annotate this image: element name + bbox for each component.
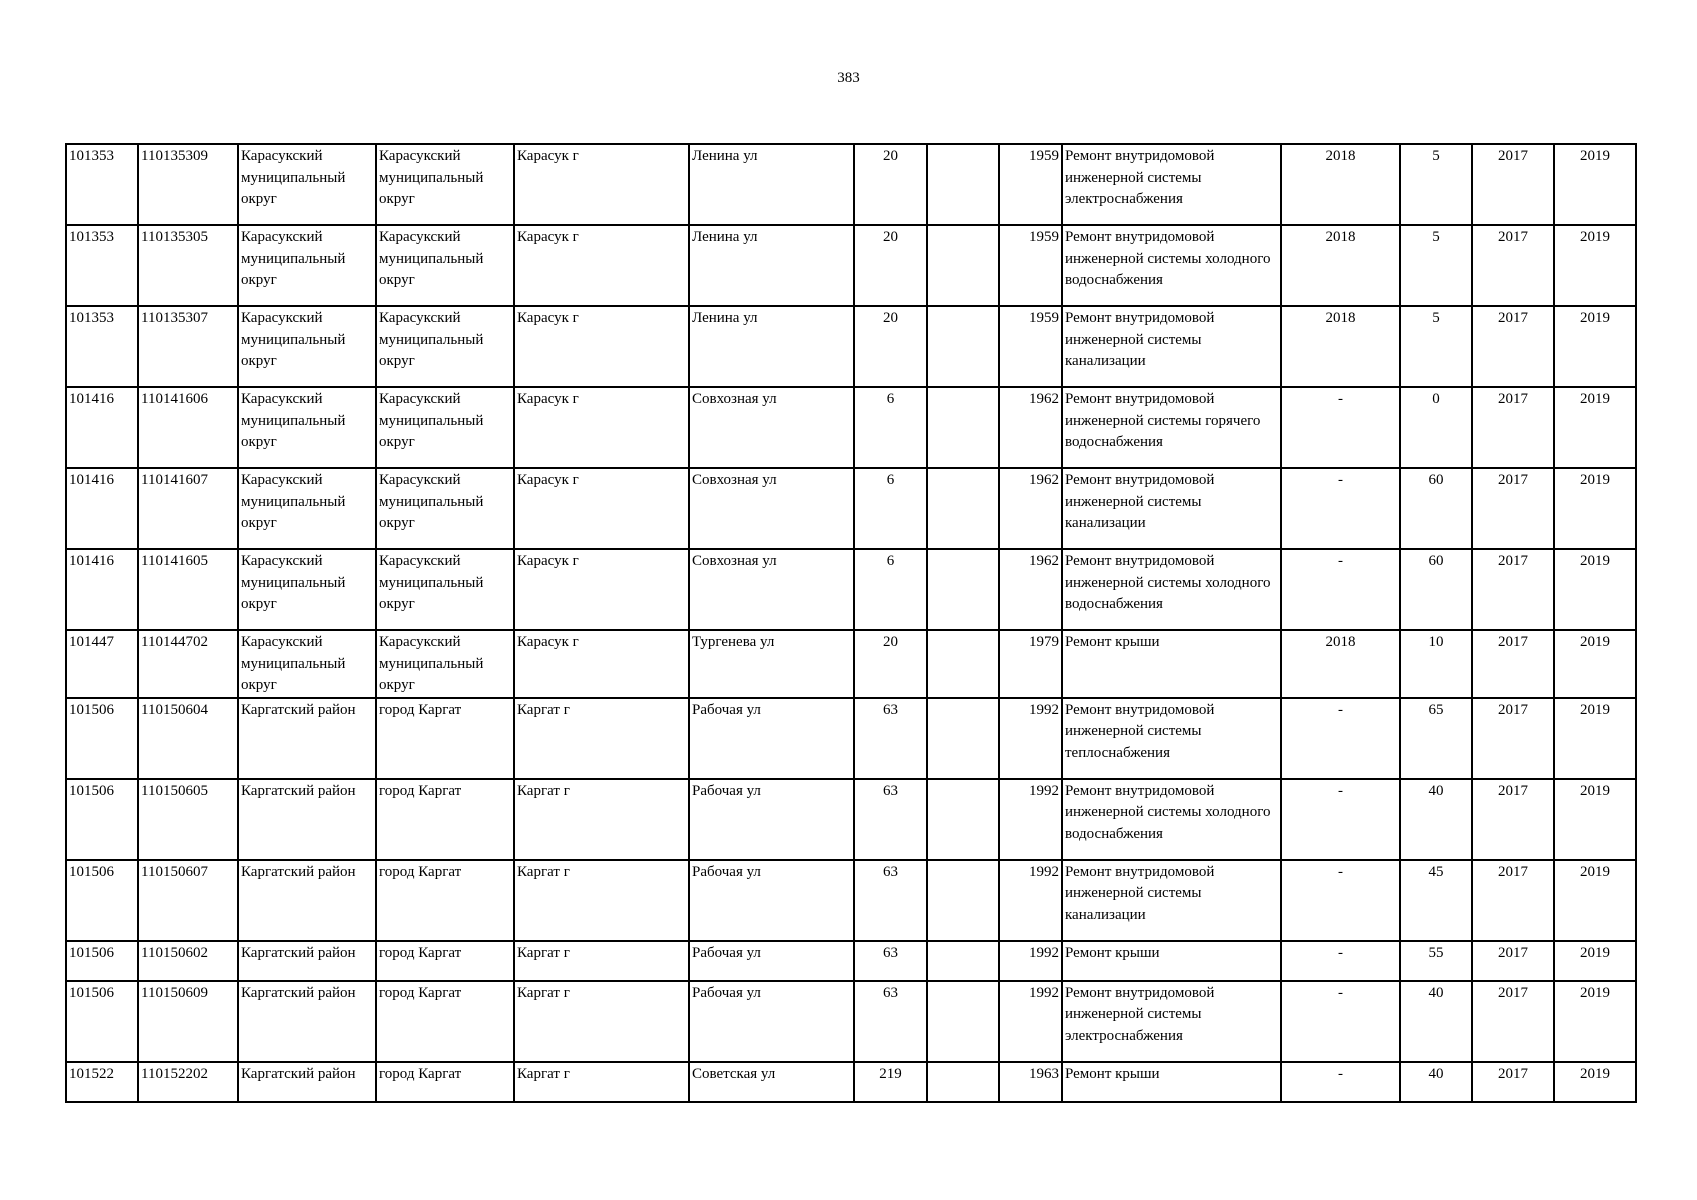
cell-municipal-district: Карасукский муниципальный округ [238,387,376,468]
cell-plan-start-year: 2017 [1472,144,1554,225]
cell-build-year: 1992 [999,698,1062,779]
cell-survey-year: - [1281,468,1400,549]
cell-wear-percent: 45 [1400,860,1472,941]
cell-municipality: город Каргат [376,698,514,779]
cell-work-type: Ремонт внутридомовой инженерной системы теплоснабжения [1062,698,1281,779]
cell-municipal-district: Каргатский район [238,779,376,860]
cell-plan-end-year: 2019 [1554,941,1636,981]
cell-wear-percent: 60 [1400,549,1472,630]
cell-work-id: 110150607 [138,860,238,941]
cell-settlement: Каргат г [514,941,689,981]
cell-work-id: 110150609 [138,981,238,1062]
cell-municipality: Карасукский муниципальный округ [376,630,514,698]
cell-street: Ленина ул [689,144,854,225]
cell-wear-percent: 60 [1400,468,1472,549]
cell-house-number: 6 [854,387,927,468]
cell-street: Рабочая ул [689,941,854,981]
cell-object-id: 101506 [66,860,138,941]
cell-survey-year: - [1281,698,1400,779]
cell-object-id: 101353 [66,225,138,306]
cell-build-year: 1959 [999,225,1062,306]
cell-work-id: 110144702 [138,630,238,698]
cell-survey-year: - [1281,941,1400,981]
cell-work-type: Ремонт крыши [1062,630,1281,698]
cell-object-id: 101506 [66,779,138,860]
cell-work-type: Ремонт внутридомовой инженерной системы электроснабжения [1062,144,1281,225]
cell-municipal-district: Карасукский муниципальный округ [238,630,376,698]
cell-house-letter [927,549,999,630]
cell-municipality: Карасукский муниципальный округ [376,468,514,549]
table-row [66,698,1636,779]
cell-house-number: 219 [854,1062,927,1102]
cell-municipality: Карасукский муниципальный округ [376,549,514,630]
cell-work-id: 110150602 [138,941,238,981]
cell-settlement: Карасук г [514,306,689,387]
table-row [66,860,1636,941]
cell-plan-start-year: 2017 [1472,468,1554,549]
cell-work-type: Ремонт внутридомовой инженерной системы канализации [1062,860,1281,941]
cell-plan-start-year: 2017 [1472,630,1554,698]
cell-object-id: 101506 [66,941,138,981]
cell-settlement: Каргат г [514,1062,689,1102]
cell-survey-year: - [1281,860,1400,941]
cell-street: Ленина ул [689,306,854,387]
cell-house-number: 20 [854,225,927,306]
table-row [66,549,1636,630]
cell-object-id: 101353 [66,144,138,225]
cell-street: Совхозная ул [689,549,854,630]
cell-work-id: 110135309 [138,144,238,225]
cell-object-id: 101416 [66,387,138,468]
cell-plan-end-year: 2019 [1554,306,1636,387]
cell-house-letter [927,225,999,306]
cell-survey-year: 2018 [1281,306,1400,387]
cell-plan-start-year: 2017 [1472,860,1554,941]
cell-municipality: Карасукский муниципальный округ [376,306,514,387]
cell-plan-end-year: 2019 [1554,225,1636,306]
cell-municipality: город Каргат [376,779,514,860]
cell-municipal-district: Каргатский район [238,1062,376,1102]
cell-work-type: Ремонт внутридомовой инженерной системы канализации [1062,306,1281,387]
cell-house-letter [927,144,999,225]
cell-street: Рабочая ул [689,981,854,1062]
cell-work-type: Ремонт внутридомовой инженерной системы холодного водоснабжения [1062,225,1281,306]
cell-house-number: 63 [854,981,927,1062]
cell-municipality: город Каргат [376,1062,514,1102]
cell-object-id: 101522 [66,1062,138,1102]
cell-municipal-district: Карасукский муниципальный округ [238,549,376,630]
cell-plan-end-year: 2019 [1554,981,1636,1062]
cell-municipal-district: Карасукский муниципальный округ [238,468,376,549]
cell-plan-start-year: 2017 [1472,306,1554,387]
cell-settlement: Каргат г [514,779,689,860]
table-row [66,630,1636,698]
cell-wear-percent: 10 [1400,630,1472,698]
table-row [66,387,1636,468]
cell-plan-end-year: 2019 [1554,549,1636,630]
cell-settlement: Карасук г [514,630,689,698]
cell-work-type: Ремонт внутридомовой инженерной системы горячего водоснабжения [1062,387,1281,468]
cell-municipality: город Каргат [376,860,514,941]
cell-plan-start-year: 2017 [1472,387,1554,468]
cell-build-year: 1962 [999,468,1062,549]
cell-street: Ленина ул [689,225,854,306]
cell-settlement: Каргат г [514,860,689,941]
cell-house-letter [927,941,999,981]
cell-settlement: Карасук г [514,225,689,306]
cell-plan-start-year: 2017 [1472,549,1554,630]
cell-work-type: Ремонт внутридомовой инженерной системы электроснабжения [1062,981,1281,1062]
cell-object-id: 101447 [66,630,138,698]
cell-plan-end-year: 2019 [1554,698,1636,779]
cell-municipal-district: Каргатский район [238,941,376,981]
cell-house-letter [927,306,999,387]
cell-build-year: 1992 [999,941,1062,981]
cell-wear-percent: 40 [1400,981,1472,1062]
cell-street: Советская ул [689,1062,854,1102]
cell-house-letter [927,387,999,468]
table-row [66,981,1636,1062]
cell-house-letter [927,1062,999,1102]
cell-settlement: Карасук г [514,549,689,630]
cell-municipality: город Каргат [376,941,514,981]
cell-build-year: 1992 [999,860,1062,941]
cell-municipal-district: Каргатский район [238,860,376,941]
cell-house-number: 6 [854,468,927,549]
cell-street: Рабочая ул [689,779,854,860]
cell-work-id: 110141607 [138,468,238,549]
cell-survey-year: 2018 [1281,225,1400,306]
cell-street: Тургенева ул [689,630,854,698]
cell-house-number: 63 [854,941,927,981]
cell-house-number: 63 [854,779,927,860]
cell-work-type: Ремонт крыши [1062,1062,1281,1102]
cell-build-year: 1962 [999,387,1062,468]
table-body [66,144,1636,1102]
cell-object-id: 101353 [66,306,138,387]
cell-work-id: 110152202 [138,1062,238,1102]
cell-plan-start-year: 2017 [1472,698,1554,779]
cell-object-id: 101506 [66,698,138,779]
cell-build-year: 1959 [999,306,1062,387]
cell-municipality: Карасукский муниципальный округ [376,387,514,468]
cell-build-year: 1963 [999,1062,1062,1102]
cell-municipal-district: Карасукский муниципальный округ [238,225,376,306]
cell-work-type: Ремонт внутридомовой инженерной системы канализации [1062,468,1281,549]
cell-work-type: Ремонт крыши [1062,941,1281,981]
cell-plan-end-year: 2019 [1554,387,1636,468]
cell-object-id: 101416 [66,549,138,630]
page-number: 383 [837,70,860,86]
cell-build-year: 1962 [999,549,1062,630]
cell-municipal-district: Карасукский муниципальный округ [238,144,376,225]
cell-street: Совхозная ул [689,387,854,468]
cell-settlement: Каргат г [514,981,689,1062]
cell-plan-start-year: 2017 [1472,225,1554,306]
cell-plan-start-year: 2017 [1472,981,1554,1062]
cell-work-id: 110141605 [138,549,238,630]
cell-house-letter [927,698,999,779]
cell-survey-year: - [1281,981,1400,1062]
cell-street: Рабочая ул [689,698,854,779]
cell-work-id: 110135307 [138,306,238,387]
cell-survey-year: 2018 [1281,144,1400,225]
cell-municipal-district: Карасукский муниципальный округ [238,306,376,387]
cell-build-year: 1979 [999,630,1062,698]
cell-object-id: 101506 [66,981,138,1062]
cell-house-number: 20 [854,144,927,225]
cell-wear-percent: 0 [1400,387,1472,468]
cell-house-number: 63 [854,860,927,941]
cell-house-letter [927,860,999,941]
cell-plan-end-year: 2019 [1554,144,1636,225]
cell-settlement: Каргат г [514,698,689,779]
table-row [66,941,1636,981]
cell-work-id: 110135305 [138,225,238,306]
cell-plan-start-year: 2017 [1472,779,1554,860]
cell-house-letter [927,468,999,549]
cell-house-letter [927,981,999,1062]
cell-wear-percent: 55 [1400,941,1472,981]
cell-wear-percent: 5 [1400,225,1472,306]
cell-survey-year: 2018 [1281,630,1400,698]
cell-work-id: 110150605 [138,779,238,860]
table-row [66,1062,1636,1102]
cell-survey-year: - [1281,549,1400,630]
table-row [66,225,1636,306]
cell-municipality: Карасукский муниципальный округ [376,225,514,306]
cell-survey-year: - [1281,387,1400,468]
table-row [66,144,1636,225]
cell-plan-end-year: 2019 [1554,1062,1636,1102]
cell-wear-percent: 40 [1400,779,1472,860]
cell-work-type: Ремонт внутридомовой инженерной системы холодного водоснабжения [1062,779,1281,860]
cell-build-year: 1959 [999,144,1062,225]
cell-survey-year: - [1281,779,1400,860]
cell-municipal-district: Каргатский район [238,698,376,779]
registry-table [65,143,1637,1103]
cell-plan-start-year: 2017 [1472,1062,1554,1102]
cell-settlement: Карасук г [514,468,689,549]
table-row [66,306,1636,387]
cell-house-number: 63 [854,698,927,779]
cell-wear-percent: 40 [1400,1062,1472,1102]
table-row [66,468,1636,549]
cell-house-letter [927,630,999,698]
table-row [66,779,1636,860]
cell-work-id: 110150604 [138,698,238,779]
cell-settlement: Карасук г [514,144,689,225]
cell-wear-percent: 65 [1400,698,1472,779]
cell-plan-end-year: 2019 [1554,779,1636,860]
cell-plan-end-year: 2019 [1554,860,1636,941]
cell-build-year: 1992 [999,981,1062,1062]
cell-object-id: 101416 [66,468,138,549]
cell-plan-start-year: 2017 [1472,941,1554,981]
cell-plan-end-year: 2019 [1554,630,1636,698]
cell-settlement: Карасук г [514,387,689,468]
cell-build-year: 1992 [999,779,1062,860]
cell-plan-end-year: 2019 [1554,468,1636,549]
cell-wear-percent: 5 [1400,306,1472,387]
cell-municipality: город Каргат [376,981,514,1062]
cell-work-type: Ремонт внутридомовой инженерной системы холодного водоснабжения [1062,549,1281,630]
cell-street: Совхозная ул [689,468,854,549]
cell-municipal-district: Каргатский район [238,981,376,1062]
cell-house-number: 20 [854,630,927,698]
cell-work-id: 110141606 [138,387,238,468]
cell-house-letter [927,779,999,860]
cell-survey-year: - [1281,1062,1400,1102]
cell-wear-percent: 5 [1400,144,1472,225]
cell-street: Рабочая ул [689,860,854,941]
cell-house-number: 20 [854,306,927,387]
cell-house-number: 6 [854,549,927,630]
cell-municipality: Карасукский муниципальный округ [376,144,514,225]
